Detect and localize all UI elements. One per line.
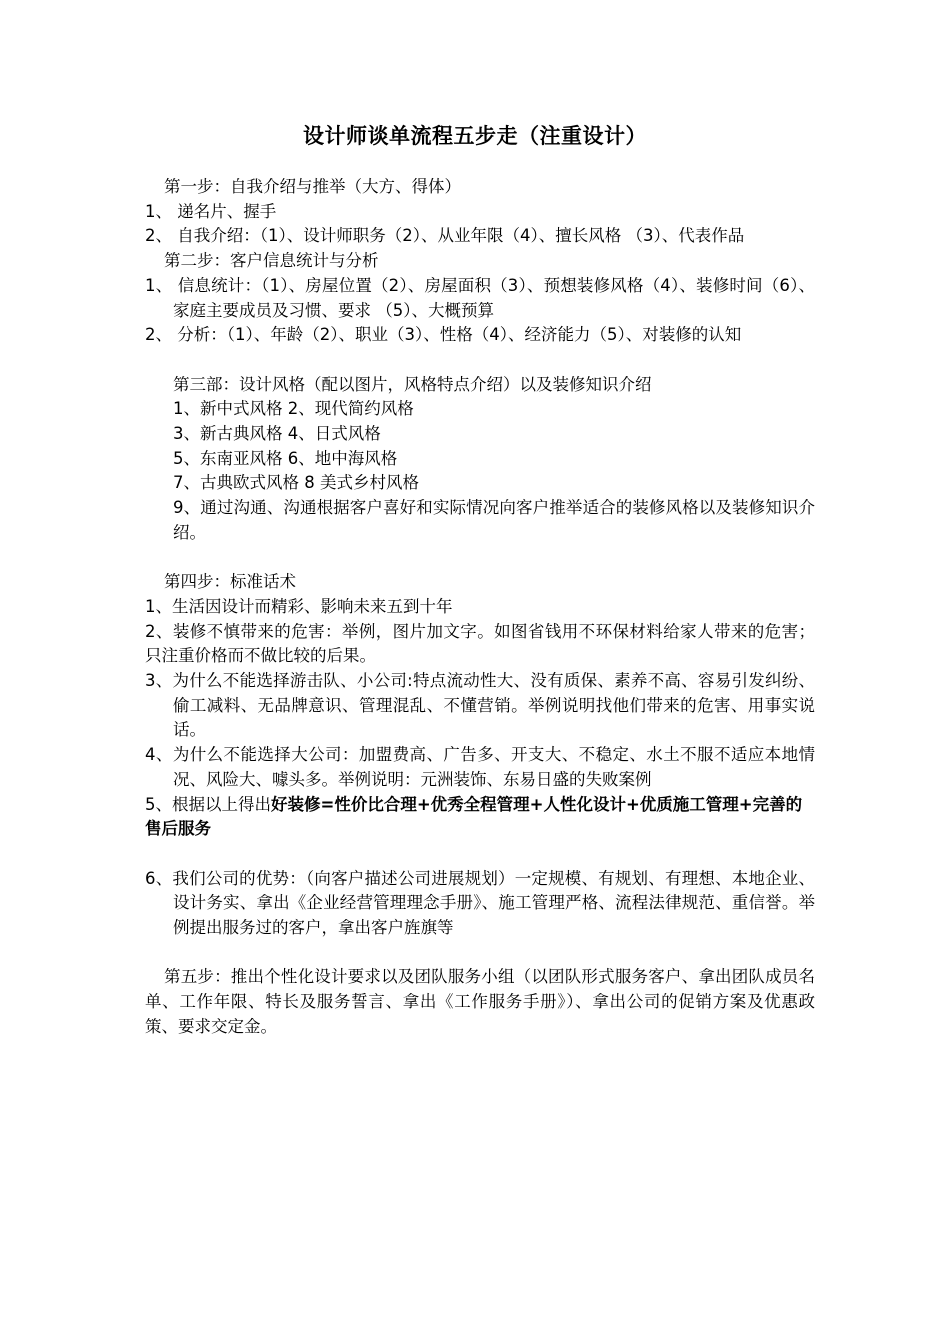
document-body bbox=[145, 175, 815, 1040]
step4-item-5-prefix: 5、根据以上得出 bbox=[145, 794, 271, 814]
step4-item-4: 4、为什么不能选择大公司：加盟费高、广告多、开支大、不稳定、水土不服不适应本地情况、风险大、噱头多。举例说明：元洲装饰、东易日盛的失败案例 bbox=[145, 745, 815, 789]
step3-heading: 第三部：设计风格（配以图片，风格特点介绍）以及装修知识介绍 bbox=[173, 374, 652, 394]
step5-text: 第五步：推出个性化设计要求以及团队服务小组（以团队形式服务客户、拿出团队成员名单、工作年限、特长及服务誓言、拿出《工作服务手册》）、拿出公司的促销方案及优惠政策、要求交定金。 bbox=[145, 967, 815, 1036]
step2-item-1: 1、 信息统计：（1）、房屋位置（2）、房屋面积（3）、预想装修风格（4）、装修时间（6）、家庭主要成员及习惯、要求 （5）、大概预算 bbox=[145, 275, 815, 320]
step4-item-3: 3、为什么不能选择游击队、小公司:特点流动性大、没有质保、素养不高、容易引发纠纷、偷工减料、无品牌意识、管理混乱、不懂营销。举例说明找他们带来的危害、用事实说话。 bbox=[145, 671, 815, 740]
step4-item-6: 6、我们公司的优势：（向客户描述公司进展规划）一定规模、有规划、有理想、本地企业、设计务实、拿出《企业经营管理理念手册》、施工管理严格、流程法律规范、重信誉。举例提出服务过的客户，拿出客户旌旗等 bbox=[145, 868, 815, 938]
step4-item-5 bbox=[145, 793, 815, 842]
spacer bbox=[145, 941, 815, 966]
step1-item-2: 2、 自我介绍：（1）、设计师职务（2）、从业年限（4）、擅长风格 （3）、代表作品 bbox=[145, 226, 745, 246]
step2-heading: 第二步：客户信息统计与分析 bbox=[164, 251, 379, 271]
step3-item-4: 7、古典欧式风格 8 美式乡村风格 bbox=[173, 473, 419, 493]
step3-item-3: 5、东南亚风格 6、地中海风格 bbox=[173, 448, 398, 468]
step3-item-5: 9、通过沟通、沟通根据客户喜好和实际情况向客户推举适合的装修风格以及装修知识介绍。 bbox=[173, 498, 815, 542]
step1-heading: 第一步：自我介绍与推举（大方、得体） bbox=[164, 177, 461, 196]
step2-item-2: 2、 分析：（1）、年龄（2）、职业（3）、性格（4）、经济能力（5）、对装修的认知 bbox=[145, 325, 742, 345]
step3-item-2: 3、新古典风格 4、日式风格 bbox=[173, 424, 381, 444]
step4-item-2: 2、装修不慎带来的危害：举例，图片加文字。如图省钱用不环保材料给家人带来的危害；只注重价格而不做比较的后果。 bbox=[145, 621, 815, 666]
step1-item-1: 1、 递名片、握手 bbox=[145, 201, 277, 221]
document-title: 设计师谈单流程五步走（注重设计） bbox=[303, 124, 647, 148]
step4-heading: 第四步：标准话术 bbox=[164, 572, 296, 592]
spacer bbox=[145, 348, 815, 373]
spacer bbox=[145, 842, 815, 867]
step4-item-1: 1、生活因设计而精彩、影响未来五到十年 bbox=[145, 596, 453, 616]
spacer bbox=[145, 546, 815, 571]
step4-item-5-formula: 好装修=性价比合理+优秀全程管理+人性化设计+优质施工管理+完善的售后服务 bbox=[145, 794, 803, 839]
step3-item-1: 1、新中式风格 2、现代简约风格 bbox=[173, 399, 414, 419]
